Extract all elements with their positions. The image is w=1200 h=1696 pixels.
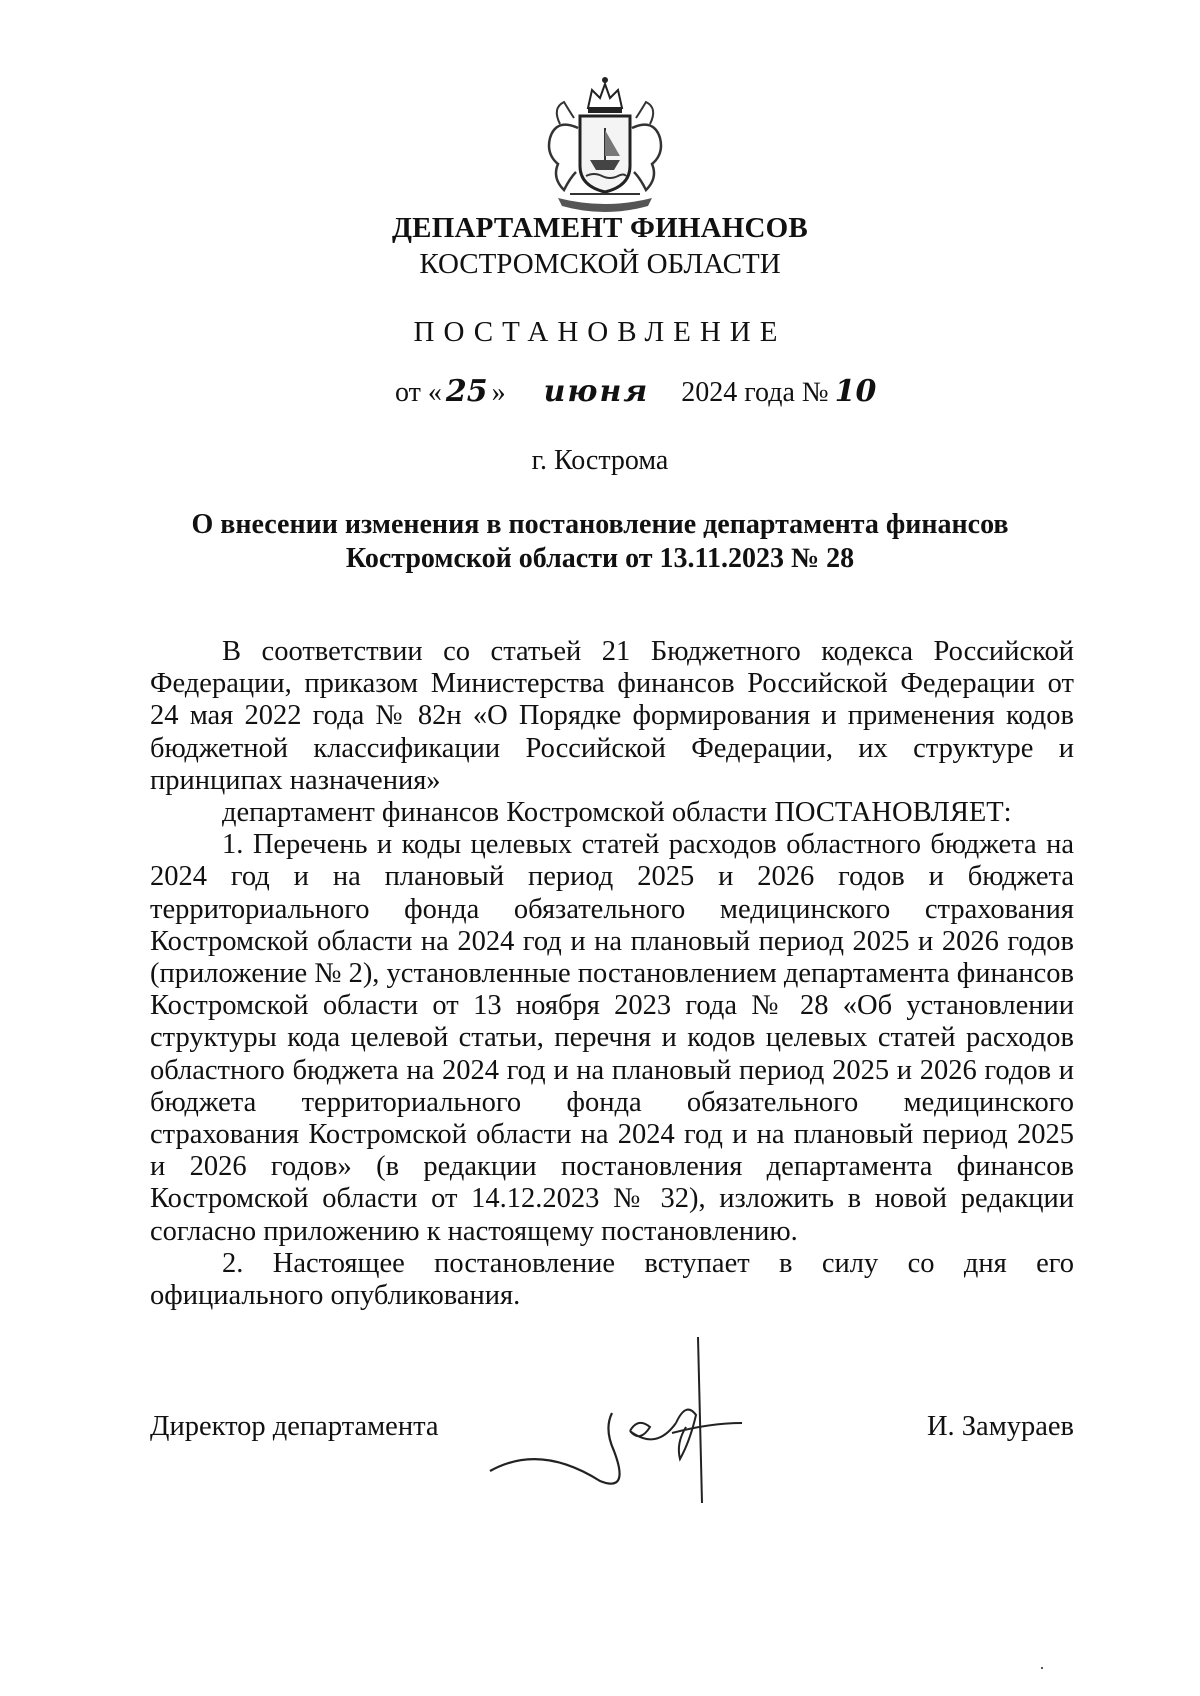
preamble-paragraph: В соответствии со статьей 21 Бюджетного кодекса Российской Федерации, приказом Министерства финансов Российской Федерации от 24 мая 2022 года № 82н «О Порядке формирования и применения кодов бюджетной классификации Российской Федерации, их структуре и принципах назначения» [150, 636, 1074, 796]
organization-name: ДЕПАРТАМЕНТ ФИНАНСОВ [392, 212, 808, 244]
coat-of-arms-icon [530, 68, 680, 218]
document-body [150, 636, 1074, 1312]
date-year-text: 2024 года № [681, 377, 829, 408]
city-line: г. Кострома [531, 445, 669, 476]
date-close-quote: » [491, 377, 506, 408]
handwritten-month: июня [543, 374, 650, 409]
scan-speck [1041, 1667, 1043, 1669]
document-type-title: ПОСТАНОВЛЕНИЕ [413, 316, 787, 348]
handwritten-document-number: 10 [834, 374, 877, 409]
item-2-paragraph: 2. Настоящее постановление вступает в силу со дня его официального опубликования. [150, 1247, 1074, 1312]
handwritten-day: 25 [445, 374, 488, 409]
signatory-name: И. Замураев [926, 1411, 1074, 1442]
date-prefix: от « [395, 377, 442, 408]
signature-block [150, 1411, 1074, 1551]
document-date-line [395, 374, 876, 409]
organization-region: КОСТРОМСКОЙ ОБЛАСТИ [419, 248, 781, 280]
subject-line-1: О внесении изменения в постановление департамента финансов [191, 509, 1009, 540]
document-subject [150, 508, 1050, 576]
item-1-paragraph: 1. Перечень и коды целевых статей расходов областного бюджета на 2024 год и на плановый период 2025 и 2026 годов и бюджета территориального фонда обязательного медицинского страхования Костромской области на 2024 год и на плановый период 2025 и 2026 годов (приложение № 2), установленные постановлением департамента финансов Костромской области от 13 ноября 2023 года № 28 «Об установлении структуры кода целевой статьи, перечня и кодов целевых статей расходов областного бюджета на 2024 год и на плановый период 2025 и 2026 годов и бюджета территориального фонда обязательного медицинского страхования Костромской области на 2024 год и на плановый период 2025 и 2026 годов» (в редакции постановления департамента финансов Костромской области от 14.12.2023 № 32), изложить в новой редакции согласно приложению к настоящему постановлению. [150, 829, 1074, 1247]
signatory-position: Директор департамента [150, 1411, 439, 1442]
handwritten-signature-icon [480, 1331, 750, 1511]
subject-line-2: Костромской области от 13.11.2023 № 28 [345, 543, 855, 574]
decree-paragraph: департамент финансов Костромской области ПОСТАНОВЛЯЕТ: [222, 797, 1012, 829]
